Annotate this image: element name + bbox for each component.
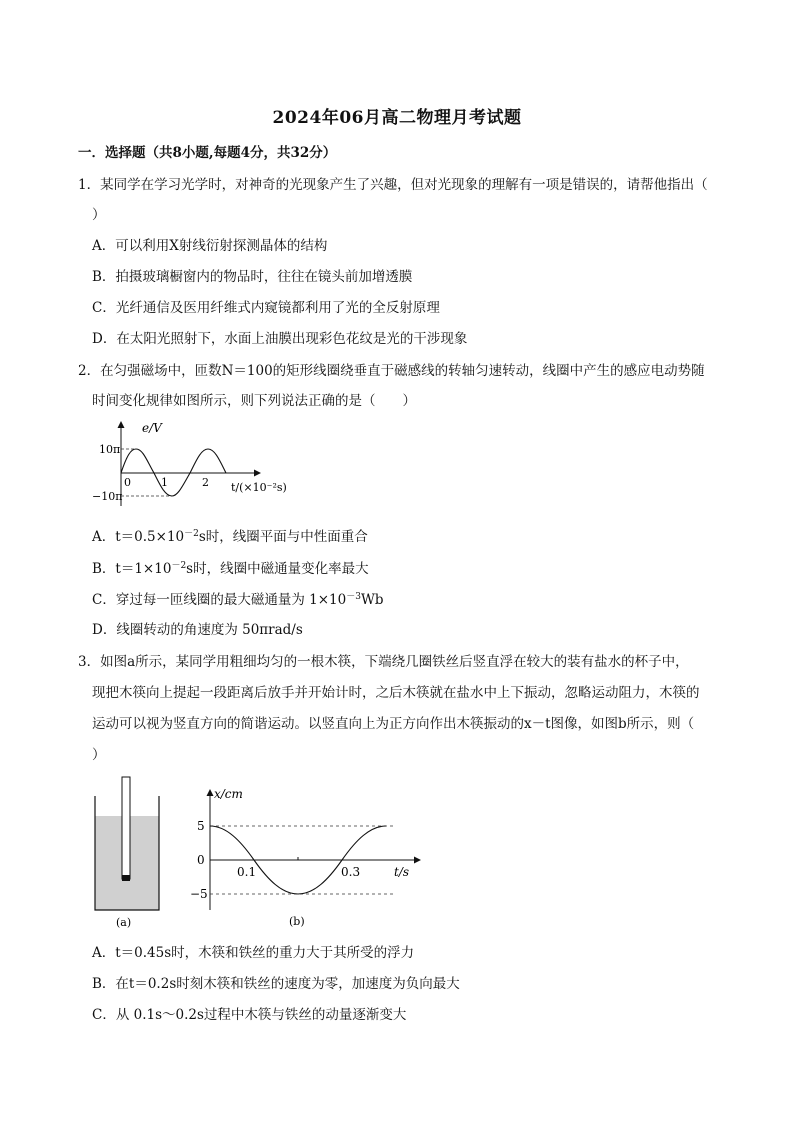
q3-stem-line1: 3．如图a所示，某同学用粗细均匀的一根木筷，下端绕几圈铁丝后竖直浮在较大的装有盐水的杯子中， bbox=[78, 654, 689, 670]
q3-option-b: B．在t＝0.2s时刻木筷和铁丝的速度为零，加速度为负向最大 bbox=[92, 976, 460, 992]
page-title: 2024年06月高二物理月考试题 bbox=[272, 108, 522, 128]
graph-xtick-1: 1 bbox=[161, 476, 168, 489]
q2-option-d: D．线圈转动的角速度为 50πrad/s bbox=[92, 622, 303, 638]
q3-stem-line3: 运动可以视为竖直方向的简谐运动。以竖直向上为正方向作出木筷振动的x－t图像，如图b所示，则（ bbox=[92, 716, 695, 732]
q1-option-a: A．可以利用X射线衍射探测晶体的结构 bbox=[92, 238, 328, 254]
graph-ytick-neg: −10π bbox=[92, 490, 123, 503]
graph-x-label: t/(×10⁻²s) bbox=[231, 481, 287, 494]
graph-ytick-zero: 0 bbox=[197, 853, 205, 867]
q1-option-b: B．拍摄玻璃橱窗内的物品时，往往在镜头前加增透膜 bbox=[92, 269, 413, 285]
q2-option-a: A．$t=0.5\times 10^{-2}s$时，线圈平面与中性面重合 bbox=[92, 529, 368, 545]
q3-stem-line2: 现把木筷向上提起一段距离后放手并开始计时，之后木筷就在盐水中上下振动，忽略运动阻力，木筷的 bbox=[92, 685, 700, 701]
q2-stem-line2: 时间变化规律如图所示，则下列说法正确的是（ ） bbox=[92, 393, 416, 409]
graph-ytick-neg: −5 bbox=[190, 887, 208, 901]
q2-option-b: B．$t=1\times 10^{-2}s$时，线圈中磁通量变化率最大 bbox=[92, 561, 369, 577]
q1-stem-line2: ） bbox=[92, 207, 106, 223]
figure-b-caption: (b) bbox=[289, 915, 305, 928]
chopstick bbox=[122, 777, 130, 879]
section-heading: 一．选择题（共8小题,每题4分，共32分） bbox=[78, 145, 337, 161]
iron-wire bbox=[122, 875, 130, 881]
graph-ytick-pos: 5 bbox=[197, 819, 205, 833]
q1-option-d: D．在太阳光照射下，水面上油膜出现彩色花纹是光的干涉现象 bbox=[92, 331, 468, 347]
q3-figure-a bbox=[90, 774, 170, 934]
q3-stem-line4: ） bbox=[92, 747, 106, 763]
graph-xtick-3: 0.3 bbox=[341, 865, 361, 879]
q1-option-c: C．光纤通信及医用纤维式内窥镜都利用了光的全反射原理 bbox=[92, 300, 440, 316]
graph-x-label: t/s bbox=[394, 865, 410, 879]
q2-stem-line1: 2．在匀强磁场中，匝数N＝100的矩形线圈绕垂直于磁感线的转轴匀速转动，线圈中产生的感应电动势随 bbox=[78, 363, 705, 379]
graph-y-label: e/V bbox=[142, 421, 162, 435]
q3-option-c: C．从 0.1s～0.2s过程中木筷与铁丝的动量逐渐变大 bbox=[92, 1007, 407, 1023]
q2-emf-graph bbox=[88, 416, 318, 508]
graph-y-label: x/cm bbox=[214, 787, 243, 801]
graph-ytick-pos: 10π bbox=[99, 443, 121, 456]
q3-figure-b bbox=[188, 782, 428, 932]
graph-origin: 0 bbox=[124, 476, 131, 489]
q3-option-a: A．t＝0.45s时，木筷和铁丝的重力大于其所受的浮力 bbox=[92, 945, 415, 961]
q2-option-c: C．穿过每一匝线圈的最大磁通量为 $1\times 10^{-3}Wb$ bbox=[92, 592, 384, 608]
q1-stem-line1: 1．某同学在学习光学时，对神奇的光现象产生了兴趣，但对光现象的理解有一项是错误的，请帮他指出（ bbox=[78, 177, 708, 193]
figure-a-caption: (a) bbox=[116, 916, 132, 929]
graph-xtick-1: 0.1 bbox=[237, 865, 257, 879]
graph-xtick-2: 2 bbox=[202, 476, 209, 489]
